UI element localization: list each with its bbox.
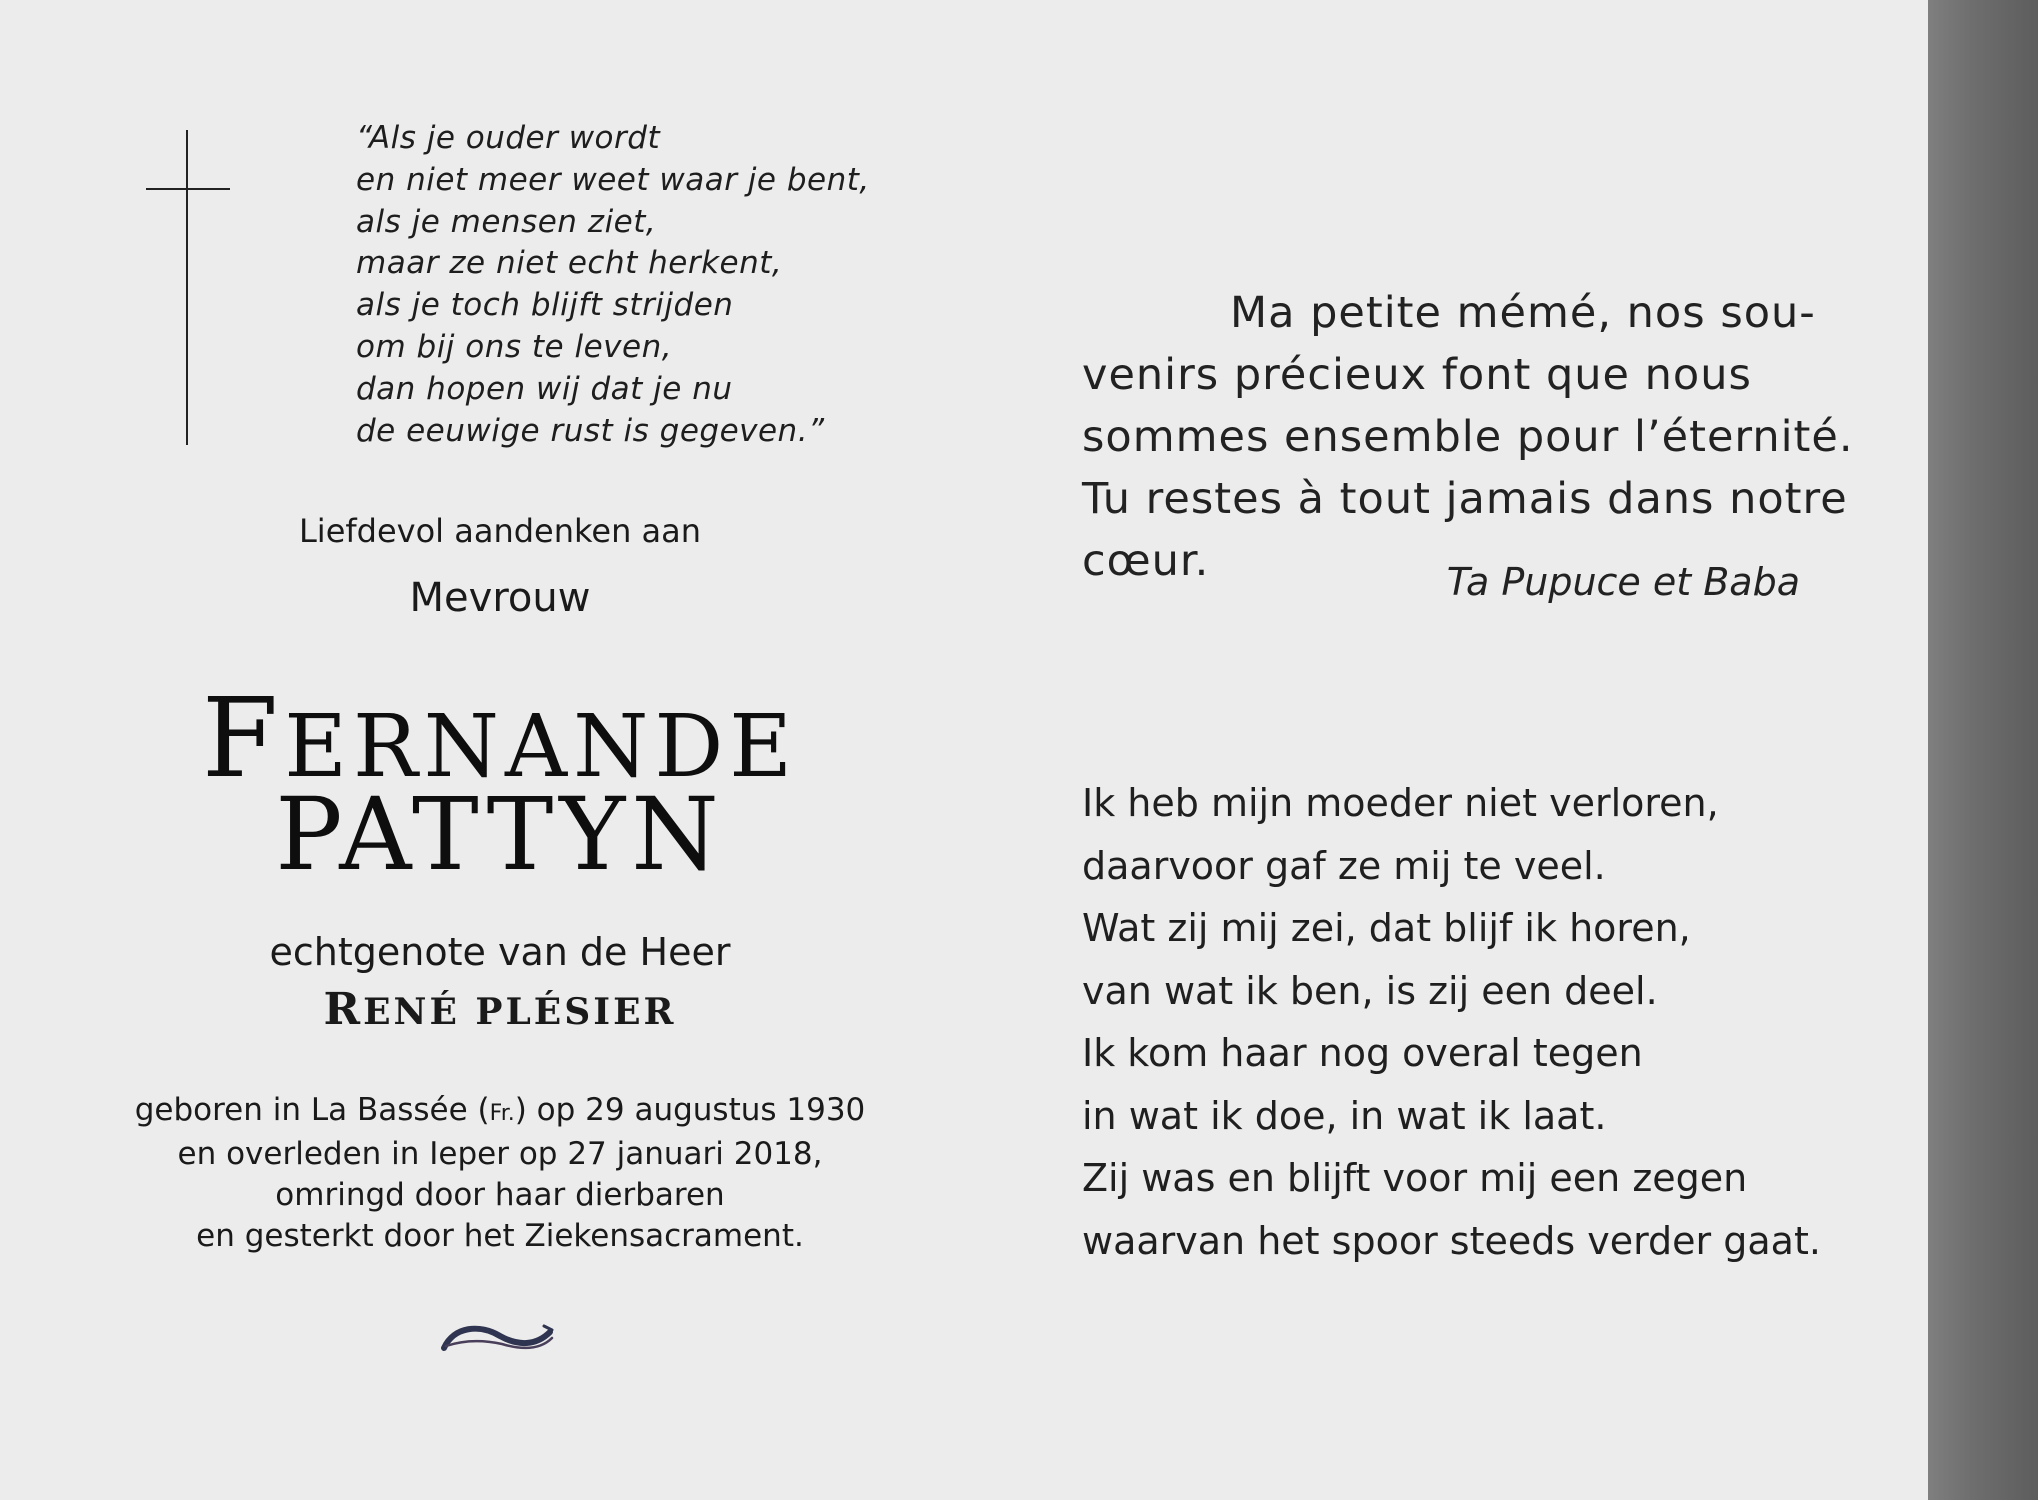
french-line: sommes ensemble pour l’éternité. — [1082, 412, 1854, 462]
spouse-label: echtgenote van de Heer — [269, 930, 731, 974]
cross-vertical-bar — [186, 130, 188, 445]
dutch-poem — [1082, 772, 1842, 1272]
spouse-name-initial: R — [323, 984, 364, 1035]
quote-line: en niet meer weet waar je bent, — [356, 161, 870, 198]
first-name-initial: F — [201, 674, 285, 802]
dutch-line: Ik heb mijn moeder niet verloren, — [1082, 781, 1719, 825]
cross-horizontal-bar — [146, 188, 230, 190]
french-line: cœur. — [1082, 536, 1210, 586]
biography — [100, 1090, 900, 1257]
flourish-icon — [440, 1318, 556, 1358]
deceased-last-name: PATTYN — [275, 776, 725, 893]
french-line: venirs précieux font que nous — [1082, 350, 1752, 400]
dutch-line: Wat zij mij zei, dat blijf ik horen, — [1082, 906, 1691, 950]
quote-line: “Als je ouder wordt — [356, 120, 661, 156]
bio-birth-country: Fr. — [489, 1101, 515, 1126]
spouse-name-rest: ENÉ PLÉSIER — [363, 991, 677, 1033]
dutch-line: Zij was en blijft voor mij een zegen — [1082, 1156, 1748, 1200]
quote-line: de eeuwige rust is gegeven.” — [356, 412, 825, 449]
quote-line: maar ze niet echt herkent, — [356, 245, 783, 282]
dutch-line: van wat ik ben, is zij een deel. — [1082, 968, 1658, 1013]
dutch-line: in wat ik doe, in wat ik laat. — [1082, 1093, 1607, 1138]
bio-line-sacrament: en gesterkt door het Ziekensacrament. — [196, 1218, 804, 1254]
scan-edge-shadow — [1928, 0, 2038, 1500]
spouse-name — [100, 984, 900, 1035]
quote-line: om bij ons te leven, — [356, 328, 673, 365]
bio-line-death: en overleden in Ieper op 27 januari 2018, — [177, 1136, 823, 1172]
quote-line: dan hopen wij dat je nu — [356, 370, 733, 407]
bio-birth-a: geboren in La Bassée ( — [134, 1092, 490, 1128]
bio-line-surrounded: omringd door haar dierbaren — [275, 1177, 725, 1213]
memorial-intro: Liefdevol aandenken aan — [298, 512, 702, 550]
quote-line: als je mensen ziet, — [356, 203, 657, 240]
dutch-line: waarvan het spoor steeds verder gaat. — [1082, 1218, 1821, 1263]
french-line: Tu restes à tout jamais dans notre — [1082, 474, 1848, 524]
memorial-title: Mevrouw — [409, 575, 591, 621]
bio-line-birth — [100, 1090, 900, 1134]
bio-birth-b: ) op 29 augustus 1930 — [514, 1092, 866, 1128]
french-line: Ma petite mémé, nos sou- — [1230, 288, 1816, 338]
french-message — [1082, 282, 1854, 592]
dutch-line: daarvoor gaf ze mij te veel. — [1082, 843, 1606, 888]
quote-poem — [356, 118, 916, 452]
french-signature: Ta Pupuce et Baba — [1446, 560, 1800, 604]
quote-line: als je toch blijft strijden — [356, 287, 734, 324]
dutch-line: Ik kom haar nog overal tegen — [1082, 1031, 1643, 1075]
first-name-rest: ERNANDE — [284, 697, 799, 797]
